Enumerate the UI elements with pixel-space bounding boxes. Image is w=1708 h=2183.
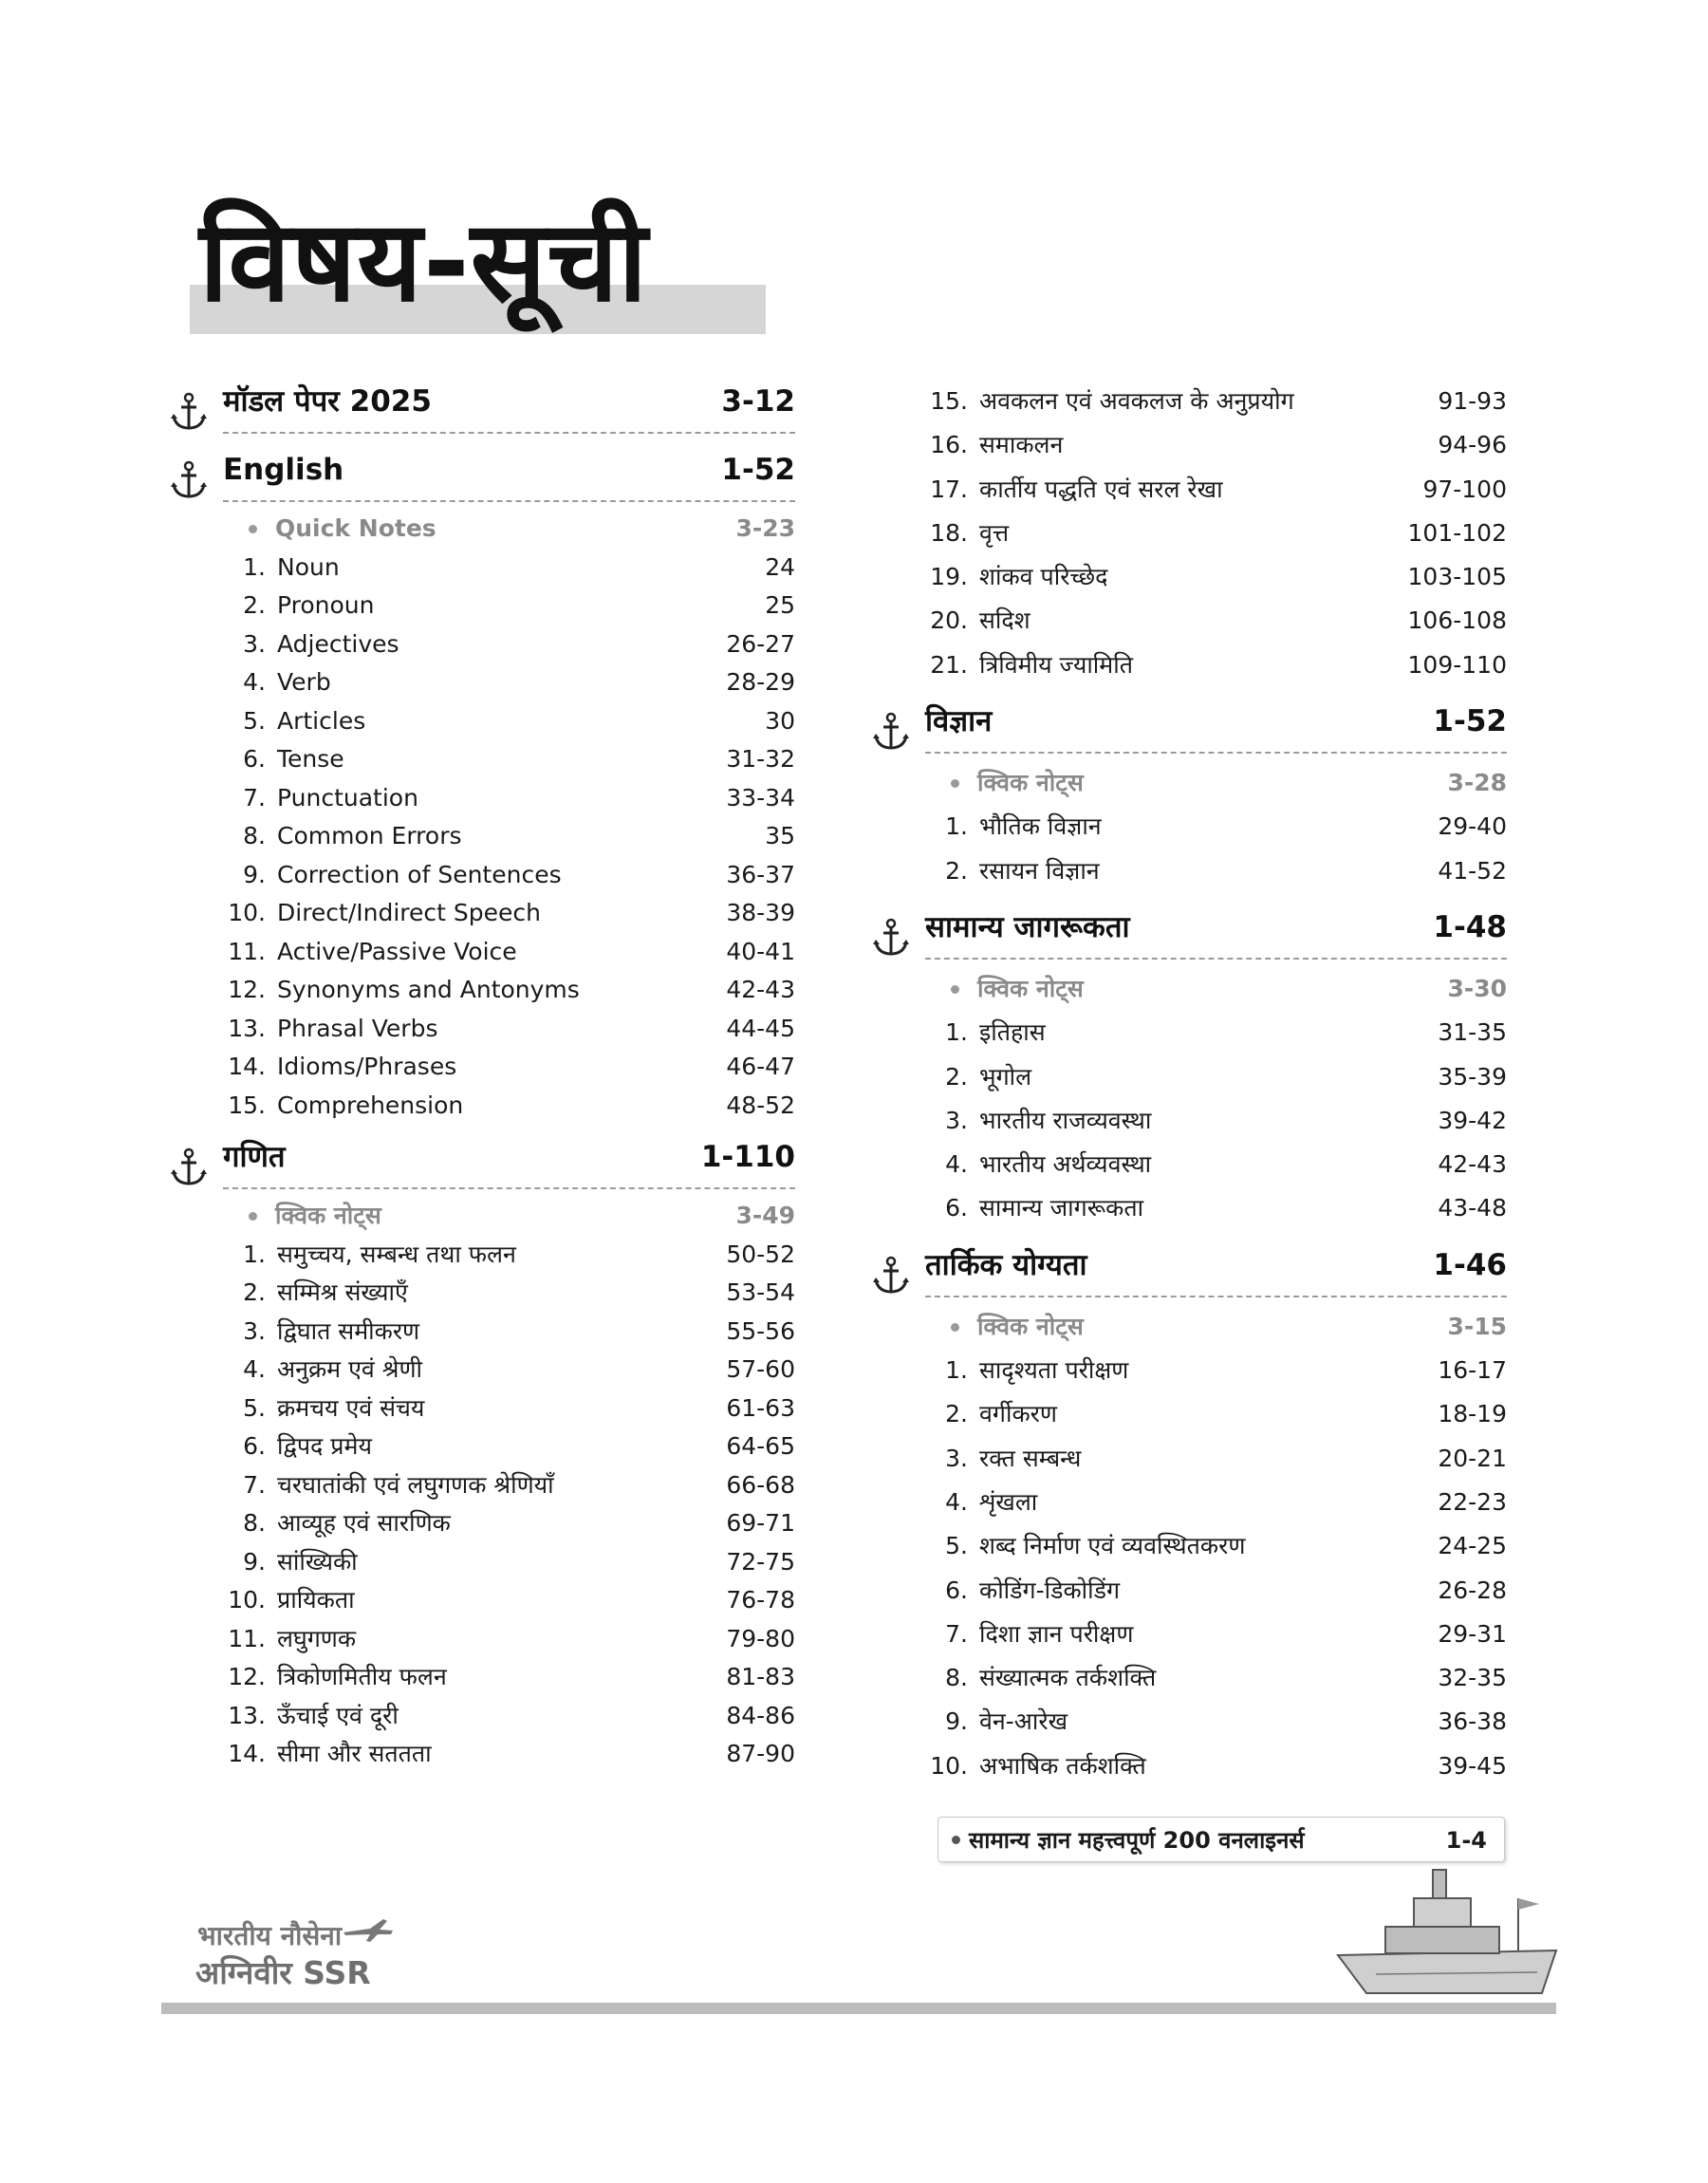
toc-entry[interactable] xyxy=(169,1543,795,1582)
entry-title: अनुक्रम एवं श्रेणी xyxy=(277,1355,422,1383)
entry-number: 3. xyxy=(243,629,266,658)
entry-title: त्रिकोणमितीय फलन xyxy=(277,1663,447,1690)
entry-page: 84-86 xyxy=(726,1701,795,1729)
section-heading[interactable] xyxy=(169,443,795,493)
entry-title: Noun xyxy=(277,552,340,581)
entry-number: 1. xyxy=(945,1356,968,1385)
entry-number: 10. xyxy=(930,1751,968,1780)
entry-title: दिशा ज्ञान परीक्षण xyxy=(979,1619,1134,1648)
section-page-range: 1-52 xyxy=(721,453,795,487)
entry-page: 39-42 xyxy=(1438,1106,1507,1134)
entry-title: Direct/Indirect Speech xyxy=(277,899,542,926)
entry-number: 7. xyxy=(945,1619,968,1648)
toc-entry[interactable] xyxy=(871,1055,1507,1099)
entry-number: 4. xyxy=(945,1150,968,1179)
entry-page: 87-90 xyxy=(726,1740,795,1767)
entry-page: 97-100 xyxy=(1422,475,1507,503)
entry-page: 22-23 xyxy=(1438,1487,1507,1516)
quick-notes-page: 3-30 xyxy=(1447,974,1507,1002)
toc-entry[interactable] xyxy=(871,1437,1507,1481)
ship-illustration xyxy=(1328,1860,1566,2003)
page-title: विषय-सूची xyxy=(199,196,649,327)
section-heading[interactable] xyxy=(871,695,1507,744)
bullet-icon xyxy=(249,525,257,533)
entry-number: 4. xyxy=(243,1355,266,1383)
footer-brand-line1: भारतीय नौसेना xyxy=(197,1920,343,1951)
toc-entry[interactable] xyxy=(871,1349,1507,1392)
entry-number: 20. xyxy=(930,606,968,635)
toc-entry[interactable] xyxy=(169,740,795,779)
entry-page: 33-34 xyxy=(726,783,795,812)
entry-page: 38-39 xyxy=(726,899,795,926)
bullet-icon xyxy=(951,1323,959,1332)
toc-entry[interactable] xyxy=(871,1613,1507,1656)
toc-entry[interactable] xyxy=(169,1313,795,1352)
toc-entry[interactable] xyxy=(169,587,795,625)
entry-number: 5. xyxy=(243,706,266,735)
bullet-icon xyxy=(249,1212,257,1221)
toc-entry[interactable] xyxy=(169,1466,795,1505)
entry-number: 4. xyxy=(243,668,266,696)
entry-page: 26-27 xyxy=(726,629,795,658)
toc-entry[interactable] xyxy=(169,817,795,856)
entry-title: अभाषिक तर्कशक्ति xyxy=(979,1751,1146,1780)
toc-entry[interactable] xyxy=(871,599,1507,643)
entry-title: Pronoun xyxy=(277,591,375,619)
entry-page: 103-105 xyxy=(1407,563,1507,591)
onliner-entry-box[interactable] xyxy=(938,1817,1505,1862)
entry-number: 6. xyxy=(243,745,266,773)
entry-title: शृंखला xyxy=(979,1487,1038,1516)
entry-title: कार्तीय पद्धति एवं सरल रेखा xyxy=(979,475,1223,503)
entry-number: 9. xyxy=(243,1547,266,1576)
quick-notes-page: 3-15 xyxy=(1447,1312,1507,1340)
entry-page: 32-35 xyxy=(1438,1664,1507,1692)
entry-title: Tense xyxy=(277,745,344,773)
entry-page: 66-68 xyxy=(726,1470,795,1499)
quick-notes-row[interactable] xyxy=(169,510,795,549)
entry-page: 28-29 xyxy=(726,668,795,696)
entry-number: 2. xyxy=(945,856,968,885)
entry-page: 79-80 xyxy=(726,1624,795,1652)
entry-page: 29-40 xyxy=(1438,812,1507,841)
entry-number: 7. xyxy=(243,1470,266,1499)
onliner-page: 1-4 xyxy=(1445,1827,1487,1854)
toc-entry[interactable] xyxy=(169,1010,795,1049)
section-divider xyxy=(925,1296,1507,1297)
entry-title: चरघातांकी एवं लघुगणक श्रेणियाँ xyxy=(277,1470,554,1499)
toc-entry[interactable] xyxy=(169,1504,795,1543)
entry-number: 17. xyxy=(930,475,968,503)
entry-title: Active/Passive Voice xyxy=(277,937,517,965)
entry-title: वर्गीकरण xyxy=(979,1400,1057,1428)
entry-page: 101-102 xyxy=(1407,518,1507,547)
anchor-icon xyxy=(871,918,911,958)
entry-page: 41-52 xyxy=(1438,856,1507,885)
entry-number: 14. xyxy=(228,1740,266,1767)
entry-number: 3. xyxy=(243,1316,266,1345)
section-page-range: 1-52 xyxy=(1433,704,1507,739)
section-name: विज्ञान xyxy=(925,704,993,739)
entry-page: 106-108 xyxy=(1407,606,1507,635)
entry-title: सम्मिश्र संख्याएँ xyxy=(277,1278,408,1306)
toc-entry[interactable] xyxy=(871,644,1507,687)
entry-number: 15. xyxy=(228,1091,266,1119)
entry-number: 10. xyxy=(228,1586,266,1614)
entry-page: 61-63 xyxy=(726,1393,795,1422)
entry-page: 29-31 xyxy=(1438,1619,1507,1648)
toc-entry[interactable] xyxy=(169,1427,795,1466)
entry-title: सादृश्यता परीक्षण xyxy=(979,1356,1129,1385)
entry-page: 57-60 xyxy=(726,1355,795,1383)
entry-title: शब्द निर्माण एवं व्यवस्थितकरण xyxy=(979,1532,1246,1560)
entry-title: भारतीय अर्थव्यवस्था xyxy=(979,1150,1152,1179)
toc-entry[interactable] xyxy=(871,805,1507,849)
entry-number: 16. xyxy=(930,431,968,459)
entry-title: सामान्य जागरूकता xyxy=(979,1194,1144,1222)
entry-number: 19. xyxy=(930,563,968,591)
entry-page: 36-38 xyxy=(1438,1707,1507,1736)
entry-title: Adjectives xyxy=(277,629,399,658)
quick-notes-row[interactable] xyxy=(871,761,1507,805)
entry-title: ऊँचाई एवं दूरी xyxy=(277,1701,399,1729)
entry-title: लघुगणक xyxy=(277,1624,357,1652)
entry-number: 2. xyxy=(945,1062,968,1091)
entry-title: भारतीय राजव्यवस्था xyxy=(979,1106,1152,1134)
entry-title: इतिहास xyxy=(979,1018,1046,1047)
toc-entry[interactable] xyxy=(871,1186,1507,1230)
entry-number: 1. xyxy=(243,552,266,581)
entry-page: 36-37 xyxy=(726,860,795,888)
entry-page: 26-28 xyxy=(1438,1576,1507,1604)
section-name: सामान्य जागरूकता xyxy=(925,909,1130,944)
toc-entry[interactable] xyxy=(169,1658,795,1697)
entry-page: 31-35 xyxy=(1438,1018,1507,1047)
section-page-range: 1-46 xyxy=(1433,1247,1507,1282)
toc-entry[interactable] xyxy=(871,555,1507,599)
toc-entry[interactable] xyxy=(871,1745,1507,1788)
entry-number: 4. xyxy=(945,1487,968,1516)
entry-page: 16-17 xyxy=(1438,1356,1507,1385)
entry-title: अवकलन एवं अवकलज के अनुप्रयोग xyxy=(979,387,1294,415)
entry-page: 35-39 xyxy=(1438,1062,1507,1091)
entry-number: 7. xyxy=(243,783,266,812)
entry-page: 31-32 xyxy=(726,745,795,773)
entry-number: 8. xyxy=(945,1664,968,1692)
entry-page: 44-45 xyxy=(726,1014,795,1042)
entry-page: 30 xyxy=(765,706,795,735)
quick-notes-page: 3-28 xyxy=(1447,769,1507,797)
toc-entry[interactable] xyxy=(871,1656,1507,1700)
quick-notes-label: क्विक नोट्स xyxy=(275,1202,381,1229)
entry-page: 72-75 xyxy=(726,1547,795,1576)
toc-entry[interactable] xyxy=(871,512,1507,555)
entry-title: क्रमचय एवं संचय xyxy=(277,1393,425,1422)
entry-number: 1. xyxy=(243,1240,266,1268)
entry-title: आव्यूह एवं सारणिक xyxy=(277,1509,451,1537)
section-heading[interactable] xyxy=(871,1239,1507,1288)
section-name: English xyxy=(223,453,344,487)
entry-number: 15. xyxy=(930,387,968,415)
entry-number: 2. xyxy=(945,1400,968,1428)
entry-number: 13. xyxy=(228,1701,266,1729)
entry-number: 11. xyxy=(228,937,266,965)
toc-entry[interactable] xyxy=(169,1274,795,1313)
entry-number: 12. xyxy=(228,976,266,1003)
section-name: तार्किक योग्यता xyxy=(925,1247,1087,1282)
entry-number: 18. xyxy=(930,518,968,547)
entry-page: 69-71 xyxy=(726,1509,795,1537)
entry-number: 6. xyxy=(945,1576,968,1604)
toc-entry[interactable] xyxy=(871,1481,1507,1524)
contents-left-column xyxy=(169,375,795,1774)
toc-entry[interactable] xyxy=(169,625,795,664)
toc-entry[interactable] xyxy=(169,856,795,895)
toc-entry[interactable] xyxy=(169,1620,795,1659)
toc-entry[interactable] xyxy=(871,380,1507,423)
toc-entry[interactable] xyxy=(169,779,795,818)
toc-entry[interactable] xyxy=(871,423,1507,467)
quick-notes-page: 3-23 xyxy=(735,514,795,542)
entry-title: Phrasal Verbs xyxy=(277,1014,438,1042)
entry-page: 81-83 xyxy=(726,1663,795,1690)
section-divider xyxy=(223,500,795,502)
entry-title: त्रिविमीय ज्यामिति xyxy=(979,650,1133,679)
entry-number: 5. xyxy=(243,1393,266,1422)
toc-entry[interactable] xyxy=(871,1569,1507,1613)
entry-page: 40-41 xyxy=(726,937,795,965)
entry-number: 6. xyxy=(945,1194,968,1222)
quick-notes-row[interactable] xyxy=(871,967,1507,1011)
bullet-icon xyxy=(952,1836,960,1844)
entry-number: 9. xyxy=(945,1707,968,1736)
entry-number: 13. xyxy=(228,1014,266,1042)
entry-title: संख्यात्मक तर्कशक्ति xyxy=(979,1664,1157,1692)
entry-title: Articles xyxy=(277,706,366,735)
toc-entry[interactable] xyxy=(169,1735,795,1774)
section-page-range: 1-110 xyxy=(700,1140,795,1174)
entry-page: 53-54 xyxy=(726,1278,795,1306)
toc-entry[interactable] xyxy=(169,1697,795,1736)
entry-title: कोडिंग-डिकोडिंग xyxy=(979,1576,1121,1604)
toc-entry[interactable] xyxy=(871,1143,1507,1186)
anchor-icon xyxy=(169,392,209,432)
entry-number: 1. xyxy=(945,1018,968,1047)
toc-entry[interactable] xyxy=(871,1700,1507,1744)
section-divider xyxy=(223,432,795,434)
entry-title: रसायन विज्ञान xyxy=(979,856,1100,885)
toc-entry[interactable] xyxy=(871,1011,1507,1054)
quick-notes-label: क्विक नोट्स xyxy=(977,769,1084,797)
entry-title: भौतिक विज्ञान xyxy=(979,812,1102,841)
entry-title: Comprehension xyxy=(277,1091,464,1119)
entry-number: 3. xyxy=(945,1444,968,1472)
entry-number: 6. xyxy=(243,1432,266,1460)
footer-brand-line2: अग्निवीर SSR xyxy=(195,1954,371,1991)
entry-page: 94-96 xyxy=(1438,431,1507,459)
entry-title: Synonyms and Antonyms xyxy=(277,976,580,1003)
section-divider xyxy=(925,752,1507,754)
entry-number: 8. xyxy=(243,1509,266,1537)
toc-entry[interactable] xyxy=(871,1524,1507,1568)
toc-entry[interactable] xyxy=(169,894,795,933)
entry-title: द्विपद प्रमेय xyxy=(277,1432,372,1460)
section-page-range: 3-12 xyxy=(721,384,795,419)
entry-page: 18-19 xyxy=(1438,1400,1507,1428)
toc-entry[interactable] xyxy=(169,933,795,972)
quick-notes-row[interactable] xyxy=(871,1305,1507,1349)
quick-notes-page: 3-49 xyxy=(735,1202,795,1229)
entry-title: Punctuation xyxy=(277,783,418,812)
entry-number: 2. xyxy=(243,591,266,619)
section-heading[interactable] xyxy=(169,375,795,424)
toc-entry[interactable] xyxy=(169,1048,795,1087)
entry-number: 5. xyxy=(945,1532,968,1560)
plane-icon xyxy=(342,1915,395,1944)
anchor-icon xyxy=(169,1147,209,1187)
entry-page: 42-43 xyxy=(726,976,795,1003)
section-heading[interactable] xyxy=(169,1130,795,1180)
toc-entry[interactable] xyxy=(169,1087,795,1126)
toc-entry[interactable] xyxy=(871,468,1507,512)
entry-title: Common Errors xyxy=(277,822,462,849)
entry-page: 50-52 xyxy=(726,1240,795,1268)
entry-title: प्रायिकता xyxy=(277,1586,355,1614)
entry-title: सदिश xyxy=(979,606,1030,635)
entry-title: द्विघात समीकरण xyxy=(277,1316,420,1345)
entry-number: 1. xyxy=(945,812,968,841)
entry-page: 35 xyxy=(765,822,795,849)
entry-title: वेन-आरेख xyxy=(979,1707,1068,1736)
entry-page: 43-48 xyxy=(1438,1194,1507,1222)
entry-title: Verb xyxy=(277,668,331,696)
toc-entry[interactable] xyxy=(169,1236,795,1275)
toc-entry[interactable] xyxy=(169,663,795,702)
quick-notes-label: क्विक नोट्स xyxy=(977,1312,1084,1340)
entry-number: 10. xyxy=(228,899,266,926)
section-divider xyxy=(925,958,1507,960)
quick-notes-label: क्विक नोट्स xyxy=(977,974,1084,1002)
entry-page: 24 xyxy=(765,552,795,581)
toc-entry[interactable] xyxy=(871,1392,1507,1436)
section-page-range: 1-48 xyxy=(1433,909,1507,944)
entry-number: 3. xyxy=(945,1106,968,1134)
section-name: गणित xyxy=(223,1140,286,1174)
entry-page: 24-25 xyxy=(1438,1532,1507,1560)
anchor-icon xyxy=(169,460,209,500)
entry-page: 39-45 xyxy=(1438,1751,1507,1780)
contents-right-column xyxy=(871,380,1507,1788)
entry-title: रक्त सम्बन्ध xyxy=(979,1444,1082,1472)
toc-entry[interactable] xyxy=(871,849,1507,893)
toc-entry[interactable] xyxy=(169,702,795,741)
entry-title: वृत्त xyxy=(979,518,1010,547)
entry-number: 14. xyxy=(228,1053,266,1080)
entry-page: 55-56 xyxy=(726,1316,795,1345)
entry-title: शांकव परिच्छेद xyxy=(979,563,1108,591)
entry-number: 8. xyxy=(243,822,266,849)
entry-number: 2. xyxy=(243,1278,266,1306)
bullet-icon xyxy=(951,985,959,994)
entry-title: समाकलन xyxy=(979,431,1064,459)
entry-page: 48-52 xyxy=(726,1091,795,1119)
entry-number: 21. xyxy=(930,650,968,679)
entry-title: सीमा और सततता xyxy=(277,1740,432,1767)
anchor-icon xyxy=(871,1256,911,1296)
entry-page: 64-65 xyxy=(726,1432,795,1460)
entry-page: 109-110 xyxy=(1407,650,1507,679)
onliner-label: सामान्य ज्ञान महत्त्वपूर्ण 200 वनलाइनर्स xyxy=(969,1827,1305,1854)
entry-number: 11. xyxy=(228,1624,266,1652)
anchor-icon xyxy=(871,712,911,752)
entry-page: 46-47 xyxy=(726,1053,795,1080)
toc-entry[interactable] xyxy=(871,1099,1507,1143)
footer-bar xyxy=(161,2003,1556,2014)
toc-entry[interactable] xyxy=(169,1390,795,1428)
entry-number: 12. xyxy=(228,1663,266,1690)
entry-title: समुच्चय, सम्बन्ध तथा फलन xyxy=(277,1240,516,1268)
entry-page: 42-43 xyxy=(1438,1150,1507,1179)
section-name: मॉडल पेपर 2025 xyxy=(223,384,432,419)
quick-notes-row[interactable] xyxy=(169,1197,795,1236)
entry-page: 20-21 xyxy=(1438,1444,1507,1472)
entry-title: Correction of Sentences xyxy=(277,860,562,888)
entry-page: 76-78 xyxy=(726,1586,795,1614)
toc-entry[interactable] xyxy=(169,1351,795,1390)
entry-title: सांख्यिकी xyxy=(277,1547,358,1576)
entry-title: Idioms/Phrases xyxy=(277,1053,457,1080)
section-heading[interactable] xyxy=(871,901,1507,950)
entry-page: 25 xyxy=(765,591,795,619)
quick-notes-label: Quick Notes xyxy=(275,514,436,542)
section-divider xyxy=(223,1187,795,1189)
toc-entry[interactable] xyxy=(169,549,795,588)
toc-entry[interactable] xyxy=(169,971,795,1010)
entry-page: 91-93 xyxy=(1438,387,1507,415)
entry-title: भूगोल xyxy=(979,1062,1032,1091)
entry-number: 9. xyxy=(243,860,266,888)
toc-entry[interactable] xyxy=(169,1581,795,1620)
bullet-icon xyxy=(951,779,959,788)
